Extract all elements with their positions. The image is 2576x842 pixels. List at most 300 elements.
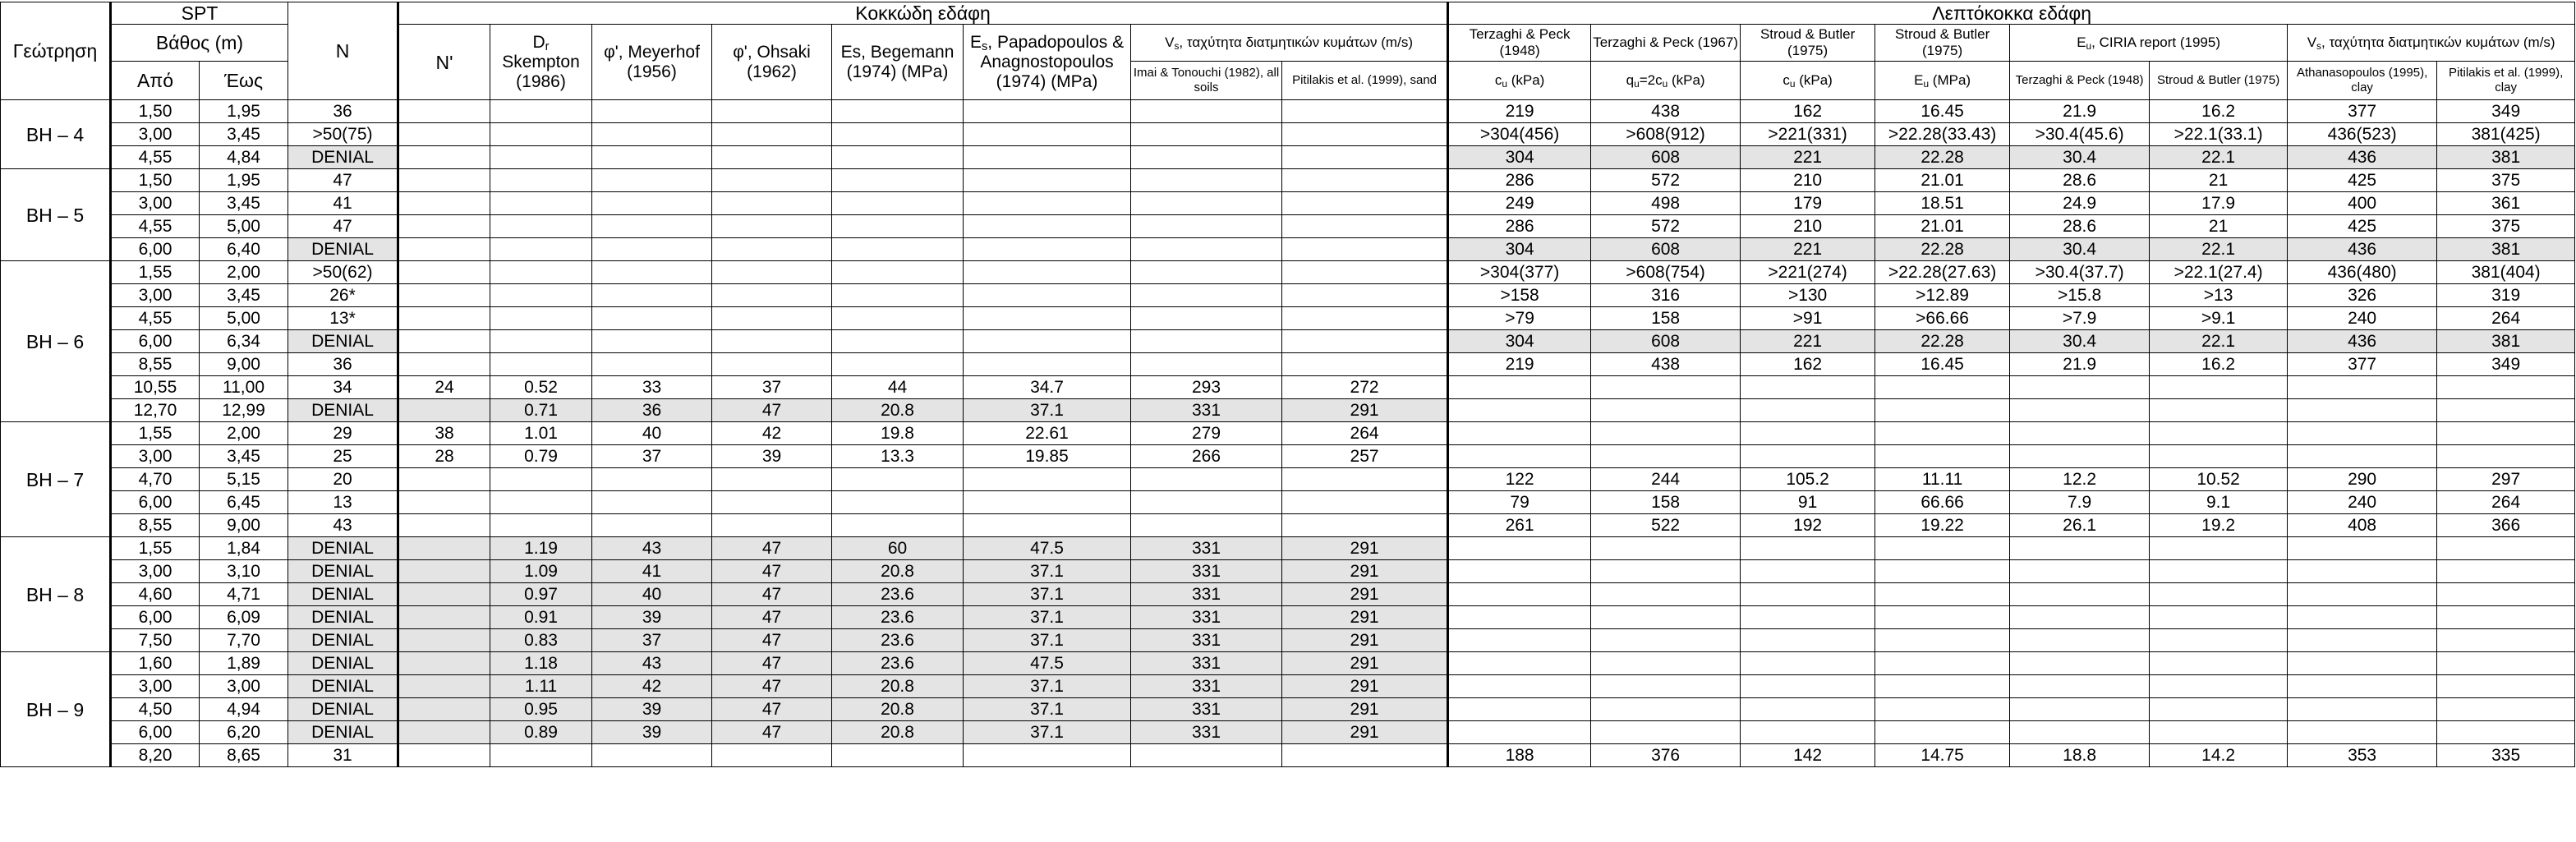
- table-cell: [712, 514, 832, 537]
- table-cell: 240: [2288, 307, 2437, 330]
- table-cell: [2437, 422, 2575, 445]
- table-cell: >22.1(33.1): [2150, 123, 2288, 146]
- header-cu: [1448, 62, 1591, 100]
- table-cell: 14.2: [2150, 744, 2288, 767]
- table-cell: [2150, 422, 2288, 445]
- vs-fine-subscript: s: [2316, 40, 2321, 52]
- table-cell: 286: [1448, 215, 1591, 238]
- table-cell: 188: [1448, 744, 1591, 767]
- table-cell: 36: [288, 100, 398, 123]
- table-cell: 221: [1741, 146, 1875, 169]
- table-cell: [712, 215, 832, 238]
- header-es-begemann: Es, Begemann (1974) (MPa): [832, 25, 964, 100]
- table-cell: 41: [288, 192, 398, 215]
- table-cell: 13: [288, 491, 398, 514]
- table-cell: 438: [1591, 353, 1741, 376]
- table-cell: >22.28(27.63): [1875, 261, 2010, 284]
- table-cell: [592, 284, 712, 307]
- table-cell: 18.8: [2010, 744, 2150, 767]
- table-cell: 498: [1591, 192, 1741, 215]
- table-cell: [2010, 629, 2150, 652]
- table-cell: 47: [712, 721, 832, 744]
- table-cell: 4,55: [111, 307, 200, 330]
- table-cell: [490, 261, 592, 284]
- table-cell: [1448, 537, 1591, 560]
- table-cell: 219: [1448, 353, 1591, 376]
- table-cell: 3,00: [111, 560, 200, 583]
- table-cell: [712, 261, 832, 284]
- table-cell: [490, 330, 592, 353]
- table-cell: [1741, 721, 1875, 744]
- table-cell: [1131, 238, 1282, 261]
- table-cell: 436(480): [2288, 261, 2437, 284]
- table-cell: 39: [592, 698, 712, 721]
- table-cell: [490, 123, 592, 146]
- table-cell: [712, 169, 832, 192]
- table-cell: 19.85: [964, 445, 1131, 468]
- table-cell: 0.91: [490, 606, 592, 629]
- table-cell: [2437, 698, 2575, 721]
- table-row: [1, 376, 2575, 399]
- table-cell: >12.89: [1875, 284, 2010, 307]
- table-cell: [490, 215, 592, 238]
- table-cell: 8,65: [200, 744, 288, 767]
- table-cell: [1448, 652, 1591, 675]
- table-cell: [1741, 537, 1875, 560]
- table-cell: [398, 721, 490, 744]
- table-cell: 6,00: [111, 606, 200, 629]
- table-cell: [832, 192, 964, 215]
- table-cell: 30.4: [2010, 238, 2150, 261]
- table-cell: [1131, 468, 1282, 491]
- table-cell: [2150, 629, 2288, 652]
- table-cell: [712, 100, 832, 123]
- table-cell: [2010, 445, 2150, 468]
- table-cell: >91: [1741, 307, 1875, 330]
- table-cell: [1875, 583, 2010, 606]
- table-row: [1, 261, 2575, 284]
- table-cell: 21.9: [2010, 100, 2150, 123]
- table-cell: >221(274): [1741, 261, 1875, 284]
- table-cell: 21: [2150, 169, 2288, 192]
- table-cell: [964, 123, 1131, 146]
- table-cell: 6,20: [200, 721, 288, 744]
- table-cell: [398, 744, 490, 767]
- table-cell: [1741, 399, 1875, 422]
- table-cell: DENIAL: [288, 146, 398, 169]
- table-cell: [964, 307, 1131, 330]
- header-n-prime: N': [398, 25, 490, 100]
- table-cell: 0.95: [490, 698, 592, 721]
- table-cell: [398, 629, 490, 652]
- table-cell: [398, 192, 490, 215]
- table-cell: [2437, 652, 2575, 675]
- table-cell: [2150, 537, 2288, 560]
- table-cell: [1282, 192, 1448, 215]
- table-cell: [964, 491, 1131, 514]
- table-cell: 210: [1741, 169, 1875, 192]
- table-cell: 7,70: [200, 629, 288, 652]
- table-cell: 331: [1131, 698, 1282, 721]
- table-cell: 23.6: [832, 583, 964, 606]
- table-cell: >79: [1448, 307, 1591, 330]
- table-cell: [2010, 537, 2150, 560]
- table-cell: 91: [1741, 491, 1875, 514]
- table-row: [1, 744, 2575, 767]
- table-cell: [1282, 169, 1448, 192]
- table-cell: [964, 514, 1131, 537]
- table-cell: >221(331): [1741, 123, 1875, 146]
- table-cell: 291: [1282, 675, 1448, 698]
- table-cell: [964, 238, 1131, 261]
- table-cell: [1282, 284, 1448, 307]
- table-cell: [964, 192, 1131, 215]
- table-cell: 37.1: [964, 721, 1131, 744]
- soil-parameters-table-container: [0, 2, 2574, 767]
- table-cell: 47: [712, 583, 832, 606]
- table-cell: 304: [1448, 238, 1591, 261]
- table-cell: [832, 123, 964, 146]
- table-row: [1, 100, 2575, 123]
- table-cell: [1131, 192, 1282, 215]
- table-cell: [398, 468, 490, 491]
- table-cell: 5,00: [200, 307, 288, 330]
- cu-unit: (kPa): [1506, 72, 1545, 88]
- table-cell: >9.1: [2150, 307, 2288, 330]
- table-cell: 60: [832, 537, 964, 560]
- table-cell: 5,00: [200, 215, 288, 238]
- table-row: [1, 146, 2575, 169]
- table-cell: 36: [288, 353, 398, 376]
- table-cell: >130: [1741, 284, 1875, 307]
- table-cell: 20.8: [832, 698, 964, 721]
- table-cell: >30.4(37.7): [2010, 261, 2150, 284]
- table-row: [1, 583, 2575, 606]
- borehole-name: BH – 7: [1, 422, 111, 537]
- dr-symbol: D: [532, 32, 545, 52]
- table-cell: 9,00: [200, 514, 288, 537]
- table-cell: 0.71: [490, 399, 592, 422]
- table-cell: [592, 238, 712, 261]
- table-row: [1, 445, 2575, 468]
- table-row: [1, 629, 2575, 652]
- table-cell: [398, 560, 490, 583]
- dr-subscript: r: [545, 39, 550, 53]
- table-cell: [1741, 675, 1875, 698]
- table-cell: 608: [1591, 330, 1741, 353]
- header-vs-fine: [2288, 25, 2575, 62]
- table-cell: 122: [1448, 468, 1591, 491]
- table-cell: 436: [2288, 238, 2437, 261]
- table-cell: [1131, 284, 1282, 307]
- table-cell: 381(404): [2437, 261, 2575, 284]
- table-cell: 42: [712, 422, 832, 445]
- table-cell: [2010, 422, 2150, 445]
- table-cell: DENIAL: [288, 560, 398, 583]
- table-cell: [1131, 307, 1282, 330]
- table-cell: >158: [1448, 284, 1591, 307]
- header-to: Έως: [200, 62, 288, 100]
- table-cell: [2437, 675, 2575, 698]
- table-cell: 6,45: [200, 491, 288, 514]
- table-cell: DENIAL: [288, 537, 398, 560]
- table-cell: 279: [1131, 422, 1282, 445]
- table-cell: [592, 491, 712, 514]
- table-cell: 158: [1591, 307, 1741, 330]
- header-vs-pitilakis-sand: Pitilakis et al. (1999), sand: [1282, 62, 1448, 100]
- header-site: Γεώτρηση: [1, 2, 111, 100]
- table-cell: 1,50: [111, 100, 200, 123]
- table-cell: [1282, 514, 1448, 537]
- table-cell: [832, 261, 964, 284]
- table-cell: 11.11: [1875, 468, 2010, 491]
- table-cell: 221: [1741, 238, 1875, 261]
- table-cell: 7,50: [111, 629, 200, 652]
- header-vs-imai: Imai & Tonouchi (1982), all soils: [1131, 62, 1282, 100]
- table-cell: 8,55: [111, 514, 200, 537]
- table-cell: 400: [2288, 192, 2437, 215]
- table-cell: [2010, 583, 2150, 606]
- table-cell: [1131, 100, 1282, 123]
- table-cell: [712, 353, 832, 376]
- table-cell: [1875, 698, 2010, 721]
- table-cell: [964, 261, 1131, 284]
- table-cell: [2150, 698, 2288, 721]
- cu2-unit: (kPa): [1795, 72, 1833, 88]
- table-cell: [964, 215, 1131, 238]
- table-cell: [1741, 445, 1875, 468]
- table-cell: [2010, 698, 2150, 721]
- table-row: [1, 491, 2575, 514]
- table-cell: [1131, 215, 1282, 238]
- table-cell: [964, 146, 1131, 169]
- table-cell: [398, 123, 490, 146]
- table-cell: [1131, 123, 1282, 146]
- table-cell: 331: [1131, 606, 1282, 629]
- table-row: [1, 560, 2575, 583]
- table-cell: [1741, 652, 1875, 675]
- table-row: [1, 652, 2575, 675]
- table-cell: 291: [1282, 629, 1448, 652]
- table-cell: 304: [1448, 330, 1591, 353]
- table-cell: [712, 744, 832, 767]
- table-cell: [1282, 353, 1448, 376]
- table-cell: 291: [1282, 606, 1448, 629]
- table-cell: [1448, 376, 1591, 399]
- table-cell: 353: [2288, 744, 2437, 767]
- borehole-name: BH – 8: [1, 537, 111, 652]
- table-cell: [490, 514, 592, 537]
- table-cell: 30.4: [2010, 330, 2150, 353]
- table-cell: 1,55: [111, 261, 200, 284]
- table-cell: 331: [1131, 537, 1282, 560]
- table-cell: 264: [2437, 491, 2575, 514]
- table-cell: 436: [2288, 330, 2437, 353]
- table-row: [1, 307, 2575, 330]
- table-cell: 291: [1282, 698, 1448, 721]
- table-cell: [1591, 606, 1741, 629]
- table-cell: 47: [288, 215, 398, 238]
- table-cell: 1.19: [490, 537, 592, 560]
- table-cell: 4,55: [111, 215, 200, 238]
- table-cell: [712, 330, 832, 353]
- table-cell: 44: [832, 376, 964, 399]
- ciria-label: , CIRIA report (1995): [2091, 35, 2220, 50]
- table-cell: [398, 675, 490, 698]
- table-cell: [2150, 606, 2288, 629]
- table-cell: [2288, 721, 2437, 744]
- table-cell: 37.1: [964, 606, 1131, 629]
- table-cell: [1282, 468, 1448, 491]
- table-cell: [490, 284, 592, 307]
- table-cell: [1131, 330, 1282, 353]
- table-cell: 319: [2437, 284, 2575, 307]
- table-cell: [832, 353, 964, 376]
- header-ciria: [2010, 25, 2288, 62]
- table-cell: [398, 491, 490, 514]
- table-cell: [2150, 376, 2288, 399]
- table-cell: [1875, 537, 2010, 560]
- table-cell: 21.01: [1875, 215, 2010, 238]
- table-cell: 11,00: [200, 376, 288, 399]
- table-cell: [1875, 675, 2010, 698]
- table-cell: 37.1: [964, 698, 1131, 721]
- table-cell: [2150, 652, 2288, 675]
- table-cell: [1448, 422, 1591, 445]
- table-cell: 37: [592, 629, 712, 652]
- table-cell: [1448, 445, 1591, 468]
- table-cell: 8,20: [111, 744, 200, 767]
- table-cell: >66.66: [1875, 307, 2010, 330]
- table-cell: 43: [592, 652, 712, 675]
- table-cell: 6,00: [111, 491, 200, 514]
- table-cell: [832, 468, 964, 491]
- table-cell: >304(456): [1448, 123, 1591, 146]
- table-cell: [592, 261, 712, 284]
- table-cell: [1448, 721, 1591, 744]
- cu-subscript: u: [1502, 78, 1507, 90]
- table-row: [1, 169, 2575, 192]
- table-cell: [832, 307, 964, 330]
- table-row: [1, 330, 2575, 353]
- table-cell: 6,00: [111, 238, 200, 261]
- table-cell: 9,00: [200, 353, 288, 376]
- table-cell: 4,71: [200, 583, 288, 606]
- table-cell: 286: [1448, 169, 1591, 192]
- table-cell: 31: [288, 744, 398, 767]
- table-cell: 1,95: [200, 169, 288, 192]
- table-cell: [1875, 376, 2010, 399]
- soil-parameters-table: [0, 2, 2575, 767]
- table-cell: 28.6: [2010, 169, 2150, 192]
- header-stroud-1975-cu: Stroud & Butler (1975): [1741, 25, 1875, 62]
- table-cell: [832, 215, 964, 238]
- table-cell: [964, 353, 1131, 376]
- table-cell: [1591, 675, 1741, 698]
- es-subscript: s: [981, 39, 988, 53]
- table-row: [1, 284, 2575, 307]
- table-cell: 66.66: [1875, 491, 2010, 514]
- table-cell: [2288, 652, 2437, 675]
- table-cell: [1282, 307, 1448, 330]
- table-row: [1, 606, 2575, 629]
- table-cell: [2288, 675, 2437, 698]
- table-cell: [832, 146, 964, 169]
- header-depth: Βάθος (m): [111, 25, 288, 62]
- table-cell: [592, 514, 712, 537]
- header-vs-athanasopoulos: Athanasopoulos (1995), clay: [2288, 62, 2437, 100]
- table-cell: 8,55: [111, 353, 200, 376]
- table-cell: 22.1: [2150, 238, 2288, 261]
- table-cell: [1448, 583, 1591, 606]
- table-cell: 331: [1131, 652, 1282, 675]
- table-cell: [1591, 537, 1741, 560]
- table-cell: 38: [398, 422, 490, 445]
- table-cell: [1591, 652, 1741, 675]
- table-cell: DENIAL: [288, 399, 398, 422]
- table-cell: [398, 652, 490, 675]
- table-cell: [2288, 399, 2437, 422]
- table-cell: 37: [712, 376, 832, 399]
- table-cell: 10.52: [2150, 468, 2288, 491]
- table-cell: 22.1: [2150, 330, 2288, 353]
- table-cell: 39: [592, 606, 712, 629]
- table-cell: [1282, 123, 1448, 146]
- table-cell: 4,55: [111, 146, 200, 169]
- table-cell: [2437, 721, 2575, 744]
- table-cell: [712, 238, 832, 261]
- table-cell: 221: [1741, 330, 1875, 353]
- table-cell: 17.9: [2150, 192, 2288, 215]
- table-cell: [592, 307, 712, 330]
- table-cell: 43: [592, 537, 712, 560]
- table-cell: [398, 698, 490, 721]
- table-cell: [1448, 629, 1591, 652]
- vs-subscript: s: [1174, 40, 1180, 52]
- table-cell: 0.97: [490, 583, 592, 606]
- table-cell: [832, 169, 964, 192]
- table-cell: [2288, 537, 2437, 560]
- table-cell: 3,45: [200, 445, 288, 468]
- table-cell: [1591, 376, 1741, 399]
- table-cell: [2150, 583, 2288, 606]
- table-cell: 40: [592, 422, 712, 445]
- table-cell: 375: [2437, 169, 2575, 192]
- table-cell: [2010, 399, 2150, 422]
- table-cell: [592, 169, 712, 192]
- table-cell: [832, 744, 964, 767]
- qu-symbol: q: [1626, 72, 1635, 88]
- table-cell: 572: [1591, 169, 1741, 192]
- table-cell: 192: [1741, 514, 1875, 537]
- table-cell: [592, 744, 712, 767]
- table-cell: 36: [592, 399, 712, 422]
- table-cell: 47: [712, 629, 832, 652]
- table-cell: 47: [712, 698, 832, 721]
- table-cell: [2288, 560, 2437, 583]
- table-cell: 0.89: [490, 721, 592, 744]
- table-cell: [592, 353, 712, 376]
- table-row: [1, 353, 2575, 376]
- qu-unit: (kPa): [1668, 72, 1705, 88]
- table-cell: 3,45: [200, 284, 288, 307]
- table-cell: 249: [1448, 192, 1591, 215]
- table-cell: [1741, 698, 1875, 721]
- table-cell: 272: [1282, 376, 1448, 399]
- table-cell: DENIAL: [288, 721, 398, 744]
- cu2-symbol: c: [1782, 72, 1790, 88]
- table-cell: [398, 238, 490, 261]
